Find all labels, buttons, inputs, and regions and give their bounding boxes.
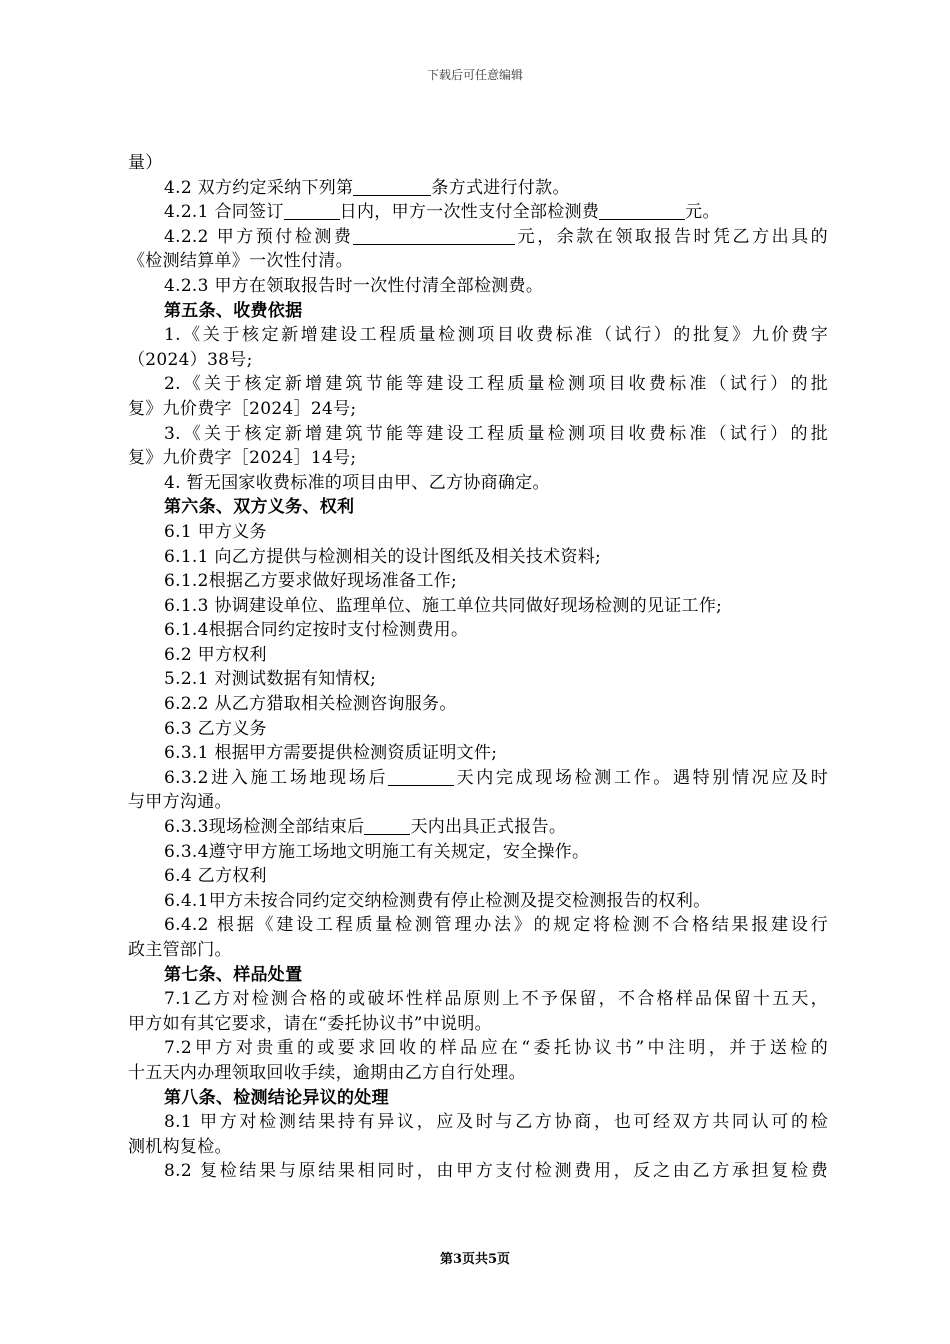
clause-6-3-3: 6.3.3现场检测全部结束后 天内出具正式报告。	[164, 817, 567, 838]
document-body	[128, 151, 828, 1184]
text-line: 4. 暂无国家收费标准的项目由甲、乙方协商确定。	[164, 472, 550, 493]
blank-field[interactable]	[599, 202, 685, 220]
page-header: 下载后可任意编辑	[426, 68, 523, 82]
blank-field[interactable]	[284, 202, 340, 220]
blank-field[interactable]	[388, 768, 454, 786]
blank-field[interactable]	[353, 178, 431, 196]
text-line: 6.1.3 协调建设单位、监理单位、施工单位共同做好现场检测的见证工作;	[164, 595, 723, 616]
text-line: 《检测结算单》一次性付清。	[128, 251, 353, 272]
text-line: 6.1 甲方义务	[164, 521, 267, 542]
clause-4-2-1: 4.2.1 合同签订 日内，甲方一次性支付全部检测费 元。	[164, 202, 720, 223]
clause-4-2-2: 4.2.2 甲方预付检测费 元，余款在领取报告时凭乙方出具的	[164, 226, 828, 247]
text-line: 8.2 复检结果与原结果相同时，由甲方支付检测费用，反之由乙方承担复检费	[164, 1161, 828, 1182]
text-line: 复》九价费字［2024］24号;	[128, 398, 357, 419]
blank-field[interactable]	[353, 227, 515, 245]
section-heading: 第七条、样品处置	[164, 964, 303, 985]
text-line: 6.1.2根据乙方要求做好现场准备工作;	[164, 571, 457, 592]
text-line: 复》九价费字［2024］14号;	[128, 448, 357, 469]
text-line: （2024）38号;	[128, 349, 253, 370]
text-line: 6.1.1 向乙方提供与检测相关的设计图纸及相关技术资料;	[164, 546, 602, 567]
text-line: 甲方如有其它要求，请在“委托协议书”中说明。	[128, 1013, 492, 1034]
text-line: 8.1 甲方对检测结果持有异议，应及时与乙方协商，也可经双方共同认可的检	[164, 1112, 828, 1133]
text-line: 政主管部门。	[128, 940, 232, 960]
clause-6-3-2: 6.3.2进入施工场地现场后 天内完成现场检测工作。遇特别情况应及时	[164, 767, 828, 788]
section-heading: 第八条、检测结论异议的处理	[164, 1087, 389, 1108]
text-line: 7.1乙方对检测合格的或破坏性样品原则上不予保留，不合格样品保留十五天，	[164, 989, 828, 1010]
section-heading: 第五条、收费依据	[164, 300, 303, 321]
text-line: 7.2甲方对贵重的或要求回收的样品应在“委托协议书”中注明，并于送检的	[164, 1038, 828, 1059]
blank-field[interactable]	[364, 817, 410, 835]
text-line: 3.《关于核定新增建筑节能等建设工程质量检测项目收费标准（试行）的批	[164, 423, 828, 444]
text-line: 1.《关于核定新增建设工程质量检测项目收费标准（试行）的批复》九价费字	[164, 325, 828, 346]
text-line: 2.《关于核定新增建筑节能等建设工程质量检测项目收费标准（试行）的批	[164, 374, 828, 395]
section-heading: 第六条、双方义务、权利	[164, 497, 355, 518]
text-line: 6.2.2 从乙方猎取相关检测咨询服务。	[164, 694, 457, 715]
text-line: 6.4 乙方权利	[164, 866, 267, 887]
text-line: 与甲方沟通。	[128, 792, 232, 813]
clause-4-2: 4.2 双方约定采纳下列第 条方式进行付款。	[164, 177, 570, 198]
text-line: 6.2 甲方权利	[164, 644, 267, 665]
text-line: 6.4.1甲方未按合同约定交纳检测费有停止检测及提交检测报告的权利。	[164, 890, 711, 911]
page-number: 第3页共5页	[439, 1252, 511, 1267]
text-line: 6.3.1 根据甲方需要提供检测资质证明文件;	[164, 743, 498, 764]
text-line: 6.4.2 根据《建设工程质量检测管理办法》的规定将检测不合格结果报建设行	[164, 915, 828, 936]
text-line: 5.2.1 对测试数据有知情权;	[164, 669, 377, 690]
text-line: 十五天内办理领取回收手续，逾期由乙方自行处理。	[128, 1062, 526, 1083]
text-line: 测机构复检。	[128, 1136, 232, 1157]
text-line: 6.1.4根据合同约定按时支付检测费用。	[164, 620, 469, 641]
text-line: 6.3.4遵守甲方施工场地文明施工有关规定，安全操作。	[164, 841, 590, 862]
clause-4-2-3: 4.2.3 甲方在领取报告时一次性付清全部检测费。	[164, 275, 544, 296]
text-line: 量）	[128, 153, 163, 173]
text-line: 6.3 乙方义务	[164, 718, 267, 739]
